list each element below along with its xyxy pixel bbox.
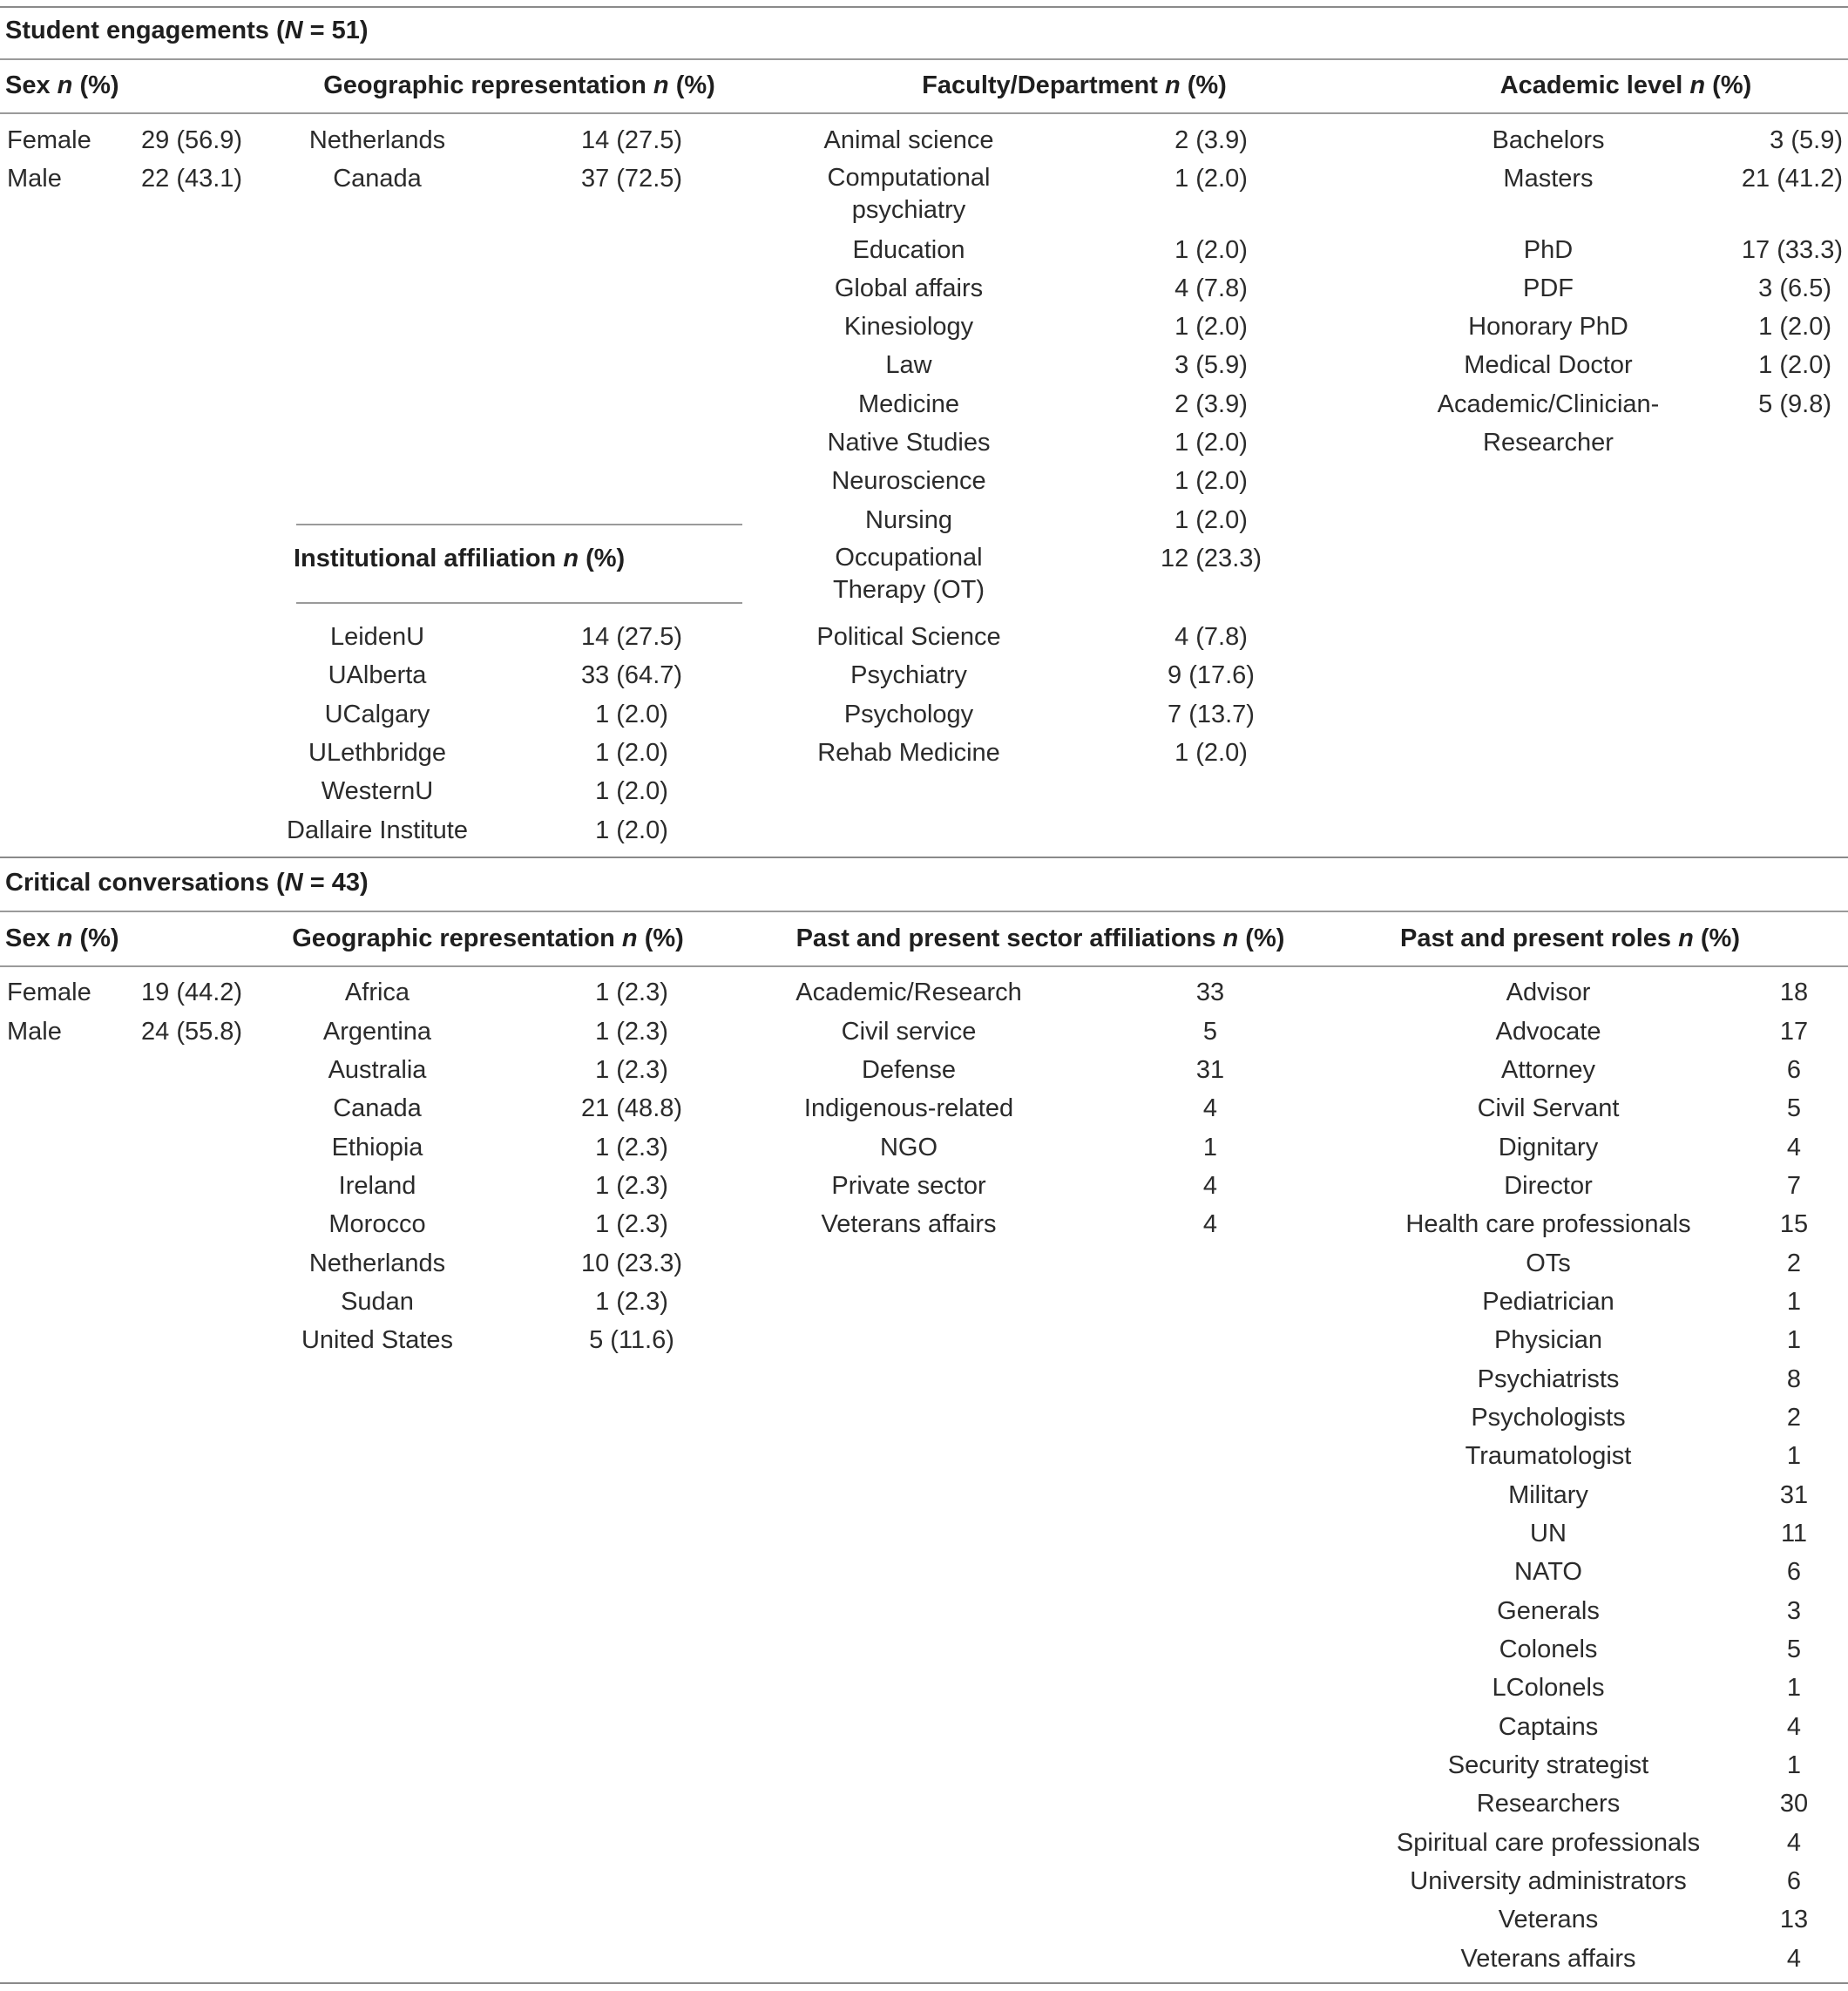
table-cell-value: 21 (48.8) (580, 1094, 683, 1122)
table-cell-value: 1 (2.0) (595, 777, 668, 805)
table-cell-label: Physician (1493, 1326, 1603, 1354)
table-cell-label: Spiritual care professionals (1396, 1829, 1701, 1857)
table-cell-value: 7 (13.7) (1168, 701, 1255, 728)
table-cell-value: 4 (1786, 1134, 1802, 1161)
table-cell-label: Neuroscience (831, 467, 986, 495)
table-cell-label: Military (1508, 1481, 1588, 1509)
table-cell-label: Netherlands (308, 126, 446, 154)
table-cell-value: 11 (1780, 1520, 1808, 1547)
table-cell-value: 5 (1786, 1094, 1802, 1122)
table-cell-value: 33 (64.7) (580, 661, 683, 689)
table-cell-value: 2 (1786, 1404, 1802, 1432)
table-cell-label: Veterans affairs (1460, 1945, 1636, 1973)
table-cell-label: Medical Doctor (1464, 351, 1633, 379)
table-cell-label: Political Science (816, 623, 1001, 651)
table-cell-label: Captains (1498, 1713, 1599, 1741)
table-cell-label: Computational psychiatry (827, 164, 991, 224)
table-cell-label: Attorney (1501, 1056, 1595, 1084)
table-cell-label: Generals (1497, 1597, 1600, 1625)
header-faculty: Faculty/Department n (%) (922, 71, 1227, 99)
table-cell-label: Male (7, 1018, 62, 1046)
table-cell-label: Dallaire Institute (287, 816, 468, 844)
header-rule (0, 112, 1848, 114)
table-cell-label: Director (1504, 1172, 1593, 1200)
table-cell-label: Australia (328, 1056, 427, 1084)
table-cell-value: 2 (3.9) (1174, 390, 1248, 418)
table-cell-value: 1 (2.3) (595, 979, 668, 1006)
table-cell-value: 14 (27.5) (580, 623, 683, 651)
table-cell-label: Bachelors (1492, 126, 1605, 154)
table-cell-value: 9 (17.6) (1168, 661, 1255, 689)
table-cell-label: Ireland (338, 1172, 416, 1200)
table-cell-value: 1 (2.3) (595, 1056, 668, 1084)
table-cell-value: 5 (9.8) (1758, 390, 1831, 418)
header-roles: Past and present roles n (%) (1399, 924, 1741, 952)
table-cell-label: Psychologists (1471, 1404, 1626, 1432)
table-cell-label: Advisor (1506, 979, 1591, 1006)
table-cell-value: 1 (2.3) (595, 1018, 668, 1046)
table-cell-label: Psychiatrists (1477, 1365, 1620, 1393)
table-cell-value: 3 (5.9) (1770, 126, 1843, 154)
table-cell-value: 4 (7.8) (1174, 623, 1248, 651)
table-cell-label: Colonels (1499, 1635, 1598, 1663)
table-cell-label: Education (852, 236, 965, 264)
table-cell-value: 6 (1786, 1056, 1802, 1084)
table-cell-value: 14 (27.5) (580, 126, 683, 154)
table-cell-label: Nursing (865, 506, 952, 534)
table-cell-value: 4 (7.8) (1174, 274, 1248, 302)
table-cell-label: Traumatologist (1465, 1442, 1632, 1470)
table-cell-value: 1 (2.0) (595, 701, 668, 728)
header-sex-2: Sex n (%) (5, 924, 119, 952)
table-cell-value: 4 (1202, 1210, 1218, 1238)
header-academic-level: Academic level n (%) (1499, 71, 1752, 99)
table-cell-value: 1 (2.0) (1174, 467, 1248, 495)
table-cell-value: 5 (1786, 1635, 1802, 1663)
table-cell-label: UAlberta (328, 661, 427, 689)
table-cell-label: Law (885, 351, 932, 379)
table-cell-value: 5 (1202, 1018, 1218, 1046)
institutional-top-rule (296, 524, 742, 525)
table-cell-label: Civil Servant (1477, 1094, 1620, 1122)
table-bottom-rule (0, 1982, 1848, 1984)
table-cell-label: UN (1530, 1520, 1567, 1547)
section-title-rule (0, 58, 1848, 60)
table-cell-label: Sudan (341, 1288, 414, 1316)
table-cell-label: Dignitary (1498, 1134, 1599, 1161)
table-cell-label: PhD (1523, 236, 1574, 264)
table-cell-label: UCalgary (324, 701, 430, 728)
table-cell-label: Kinesiology (843, 313, 974, 341)
table-cell-value: 29 (56.9) (141, 126, 243, 154)
section-divider-rule (0, 857, 1848, 858)
table-cell-label: Female (7, 979, 91, 1006)
table-cell-label: Private sector (831, 1172, 986, 1200)
table-cell-value: 21 (41.2) (1741, 165, 1843, 193)
table-cell-label: United States (301, 1326, 454, 1354)
table-cell-value: 8 (1786, 1365, 1802, 1393)
table-cell-label: Veterans (1498, 1906, 1599, 1933)
table-cell-label: PDF (1523, 274, 1574, 302)
table-cell-value: 31 (1195, 1056, 1225, 1084)
table-cell-label: Morocco (328, 1210, 426, 1238)
table-cell-value: 1 (2.0) (1174, 506, 1248, 534)
table-cell-value: 1 (1786, 1326, 1802, 1354)
table-cell-value: 24 (55.8) (141, 1018, 243, 1046)
table-cell-value: 1 (2.3) (595, 1134, 668, 1161)
table-cell-value: 1 (2.0) (595, 816, 668, 844)
table-cell-value: 13 (1779, 1906, 1809, 1933)
table-cell-value: 1 (2.0) (1174, 236, 1248, 264)
table-cell-value: 19 (44.2) (141, 979, 243, 1006)
table-cell-value: 4 (1202, 1172, 1218, 1200)
table-cell-value: 1 (2.0) (1174, 739, 1248, 767)
table-cell-label: Security strategist (1447, 1751, 1649, 1779)
table-cell-value: 1 (1202, 1134, 1218, 1161)
table-cell-label: Academic/Clinician- (1437, 390, 1660, 418)
table-cell-label: NGO (879, 1134, 938, 1161)
table-cell-value: 18 (1779, 979, 1809, 1006)
table-cell-value: 3 (6.5) (1758, 274, 1831, 302)
table-cell-value: 1 (2.3) (595, 1210, 668, 1238)
table-cell-label: Rehab Medicine (817, 739, 1000, 767)
table-cell-label: Occupational Therapy (OT) (832, 544, 985, 604)
table-cell-label: NATO (1514, 1558, 1582, 1586)
table-cell-value: 1 (2.0) (1758, 313, 1831, 341)
table-cell-value: 1 (1786, 1751, 1802, 1779)
header-sector-affiliations: Past and present sector affiliations n (%) (795, 924, 1285, 952)
table-cell-label: Global affairs (834, 274, 984, 302)
table-cell-value: 1 (2.3) (595, 1288, 668, 1316)
table-cell-label: Ethiopia (331, 1134, 423, 1161)
table-cell-value: 1 (1786, 1442, 1802, 1470)
header-geographic-2: Geographic representation n (%) (292, 924, 684, 952)
table-cell-label: Netherlands (308, 1249, 446, 1277)
table-cell-label: LColonels (1492, 1674, 1605, 1702)
table-cell-value: 4 (1786, 1713, 1802, 1741)
table-cell-value: 17 (33.3) (1741, 236, 1843, 264)
section-title-rule-2 (0, 911, 1848, 912)
table-cell-value: 1 (1786, 1288, 1802, 1316)
table-cell-value: 2 (3.9) (1174, 126, 1248, 154)
table-cell-label: University administrators (1410, 1867, 1687, 1895)
table-cell-value: 6 (1786, 1867, 1802, 1895)
table-cell-label: Health care professionals (1405, 1210, 1691, 1238)
table-cell-label: Honorary PhD (1468, 313, 1628, 341)
table-cell-value: 1 (2.0) (1758, 351, 1831, 379)
section-title-student-engagements: Student engagements (N = 51) (5, 17, 369, 44)
table-cell-value: 37 (72.5) (580, 165, 683, 193)
table-cell-value: 5 (11.6) (589, 1326, 674, 1354)
table-cell-label: Canada (333, 1094, 422, 1122)
table-cell-label: Advocate (1495, 1018, 1601, 1046)
table-cell-value: 4 (1786, 1945, 1802, 1973)
header-sex: Sex n (%) (5, 71, 119, 99)
table-cell-value: 2 (1786, 1249, 1802, 1277)
table-cell-label: Academic/Research (795, 979, 1022, 1006)
table-cell-value: 31 (1779, 1481, 1809, 1509)
table-cell-label: Canada (333, 165, 422, 193)
table-cell-label: Argentina (322, 1018, 432, 1046)
table-cell-value: 4 (1202, 1094, 1218, 1122)
table-cell-label: Medicine (857, 390, 960, 418)
table-cell-value: 33 (1195, 979, 1225, 1006)
section-title-critical-conversations: Critical conversations (N = 43) (5, 869, 369, 897)
table-cell-value: 1 (1786, 1674, 1802, 1702)
table-cell-label: Masters (1503, 165, 1594, 193)
table-cell-value: 3 (5.9) (1174, 351, 1248, 379)
table-cell-value: 4 (1786, 1829, 1802, 1857)
table-cell-label: WesternU (321, 777, 434, 805)
table-cell-label: Native Studies (827, 429, 991, 457)
table-top-rule (0, 6, 1848, 8)
table-cell-label: Psychology (843, 701, 974, 728)
header-institutional-affiliation: Institutional affiliation n (%) (294, 545, 626, 572)
table-cell-label: Defense (861, 1056, 957, 1084)
table-cell-label: Female (7, 126, 91, 154)
header-geographic: Geographic representation n (%) (323, 71, 715, 99)
table-cell-label: Researcher (1483, 429, 1614, 457)
table-cell-value: 1 (2.0) (1174, 313, 1248, 341)
table-cell-value: 22 (43.1) (141, 165, 243, 193)
table-cell-label: OTs (1526, 1249, 1571, 1277)
table-cell-label: Indigenous-related (803, 1094, 1014, 1122)
table-cell-value: 15 (1779, 1210, 1809, 1238)
table-cell-label: Pediatrician (1482, 1288, 1614, 1316)
table-cell-value: 3 (1786, 1597, 1802, 1625)
table-cell-value: 12 (23.3) (1160, 545, 1262, 572)
table-cell-value: 17 (1779, 1018, 1809, 1046)
table-cell-label: Veterans affairs (821, 1210, 997, 1238)
table-cell-label: LeidenU (329, 623, 425, 651)
table-cell-label: Researchers (1476, 1790, 1621, 1818)
table-cell-value: 10 (23.3) (580, 1249, 683, 1277)
table-cell-label: Animal science (823, 126, 994, 154)
table-cell-value: 1 (2.0) (595, 739, 668, 767)
table-cell-value: 7 (1786, 1172, 1802, 1200)
table-cell-value: 1 (2.0) (1174, 165, 1248, 193)
header-rule-2 (0, 965, 1848, 967)
table-cell-value: 1 (2.0) (1174, 429, 1248, 457)
table-cell-label: Civil service (841, 1018, 977, 1046)
table-cell-label: Africa (344, 979, 410, 1006)
table-cell-value: 30 (1779, 1790, 1809, 1818)
table-cell-label: Male (7, 165, 62, 193)
institutional-bottom-rule (296, 602, 742, 604)
table-cell-value: 6 (1786, 1558, 1802, 1586)
table-cell-label: Psychiatry (850, 661, 967, 689)
table-cell-value: 1 (2.3) (595, 1172, 668, 1200)
table-cell-label: ULethbridge (308, 739, 446, 767)
